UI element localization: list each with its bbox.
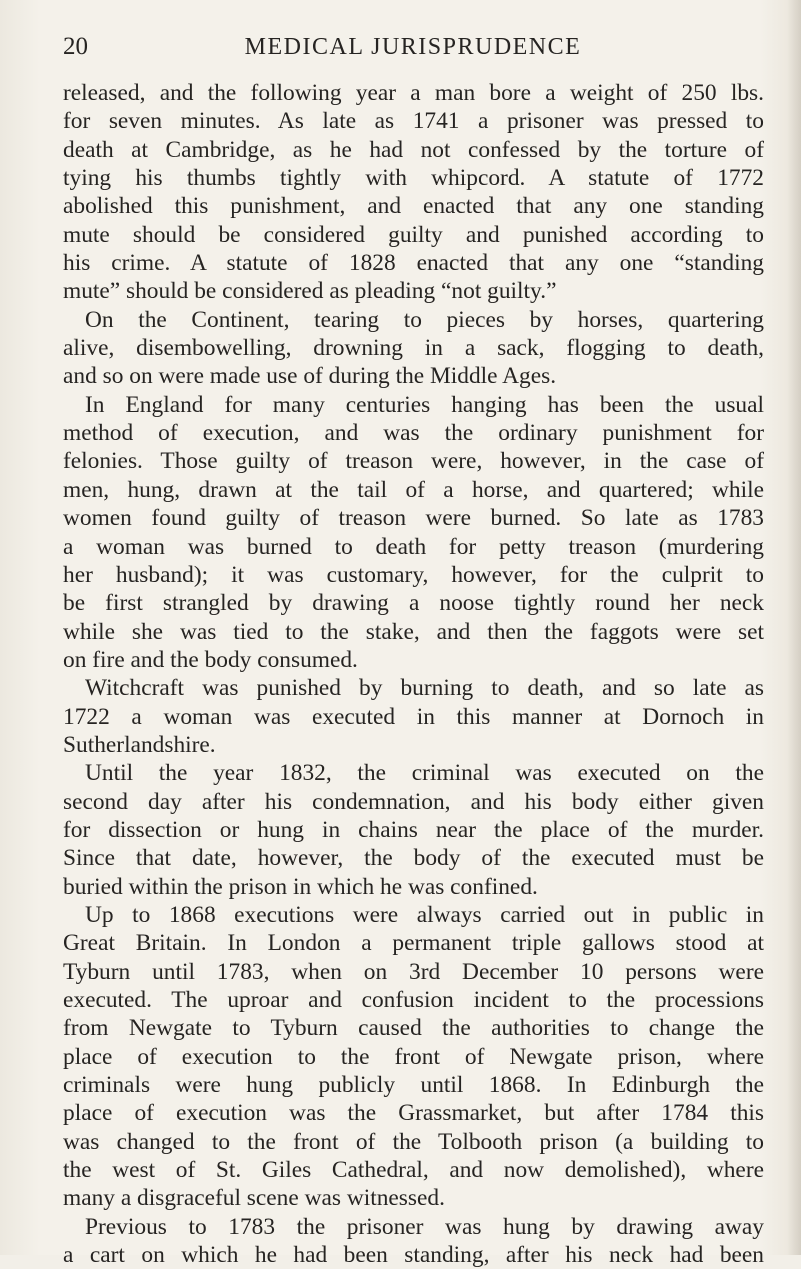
page-header: [63, 30, 763, 64]
text-line: method of execution, and was the ordinary punishment for: [63, 420, 764, 447]
text-line: many a disgraceful scene was witnessed.: [63, 1185, 445, 1212]
text-line: second day after his condemnation, and his body either given: [63, 788, 764, 815]
text-line: the west of St. Giles Cathedral, and now demolished), where: [63, 1157, 764, 1184]
text-line: be first strangled by drawing a noose tightly round her neck: [63, 590, 764, 617]
text-line: a cart on which he had been standing, after his neck had been: [63, 1242, 764, 1269]
text-line: buried within the prison in which he was confined.: [63, 873, 538, 900]
text-line: women found guilty of treason were burned. So late as 1783: [63, 505, 764, 532]
body-text: [63, 79, 764, 1269]
text-line: tying his thumbs tightly with whipcord. A statute of 1772: [63, 165, 764, 192]
text-line: men, hung, drawn at the tail of a horse, and quartered; while: [63, 476, 764, 503]
text-line: for seven minutes. As late as 1741 a prisoner was pressed to: [63, 108, 764, 135]
running-title: MEDICAL JURISPRUDENCE: [244, 34, 582, 60]
text-line: Previous to 1783 the prisoner was hung by drawing away: [85, 1213, 764, 1240]
text-line: from Newgate to Tyburn caused the authorities to change the: [63, 1015, 764, 1042]
text-line: Until the year 1832, the criminal was executed on the: [85, 760, 764, 787]
text-line: mute should be considered guilty and punished according to: [63, 221, 764, 248]
page-edge-shadow: [787, 0, 801, 1255]
text-line: on fire and the body consumed.: [63, 646, 358, 673]
text-line: for dissection or hung in chains near the place of the murder.: [63, 816, 764, 843]
text-line: was changed to the front of the Tolbooth prison (a building to: [63, 1128, 764, 1155]
text-line: while she was tied to the stake, and then the faggots were set: [63, 618, 764, 645]
text-line: mute” should be considered as pleading “not guilty.”: [63, 278, 557, 305]
text-line: and so on were made use of during the Middle Ages.: [63, 363, 557, 390]
text-line: Tyburn until 1783, when on 3rd December 10 persons were: [63, 958, 764, 985]
text-line: place of execution was the Grassmarket, but after 1784 this: [63, 1100, 764, 1127]
text-line: death at Cambridge, as he had not confessed by the torture of: [63, 136, 764, 163]
text-line: criminals were hung publicly until 1868. In Edinburgh the: [63, 1072, 764, 1099]
text-line: Up to 1868 executions were always carried out in public in: [85, 901, 764, 928]
page-number: 20: [63, 33, 88, 60]
text-line: her husband); it was customary, however, for the culprit to: [63, 561, 764, 588]
text-line: his crime. A statute of 1828 enacted that any one “standing: [63, 250, 764, 277]
text-line: Sutherlandshire.: [63, 731, 216, 758]
text-line: On the Continent, tearing to pieces by horses, quartering: [85, 306, 764, 333]
text-line: a woman was burned to death for petty treason (murdering: [63, 533, 764, 560]
text-line: executed. The uproar and confusion incident to the processions: [63, 987, 764, 1013]
text-line: 1722 a woman was executed in this manner at Dornoch in: [63, 703, 764, 730]
text-line: Great Britain. In London a permanent triple gallows stood at: [63, 930, 764, 957]
text-line: In England for many centuries hanging has been the usual: [85, 391, 764, 418]
text-line: Since that date, however, the body of the executed must be: [63, 845, 764, 872]
text-line: place of execution to the front of Newgate prison, where: [63, 1043, 764, 1070]
text-line: abolished this punishment, and enacted that any one standing: [63, 193, 764, 220]
text-line: Witchcraft was punished by burning to death, and so late as: [85, 675, 764, 702]
text-line: alive, disembowelling, drowning in a sack, flogging to death,: [63, 335, 764, 362]
text-line: felonies. Those guilty of treason were, however, in the case of: [63, 448, 764, 475]
text-line: released, and the following year a man bore a weight of 250 lbs.: [63, 80, 764, 106]
